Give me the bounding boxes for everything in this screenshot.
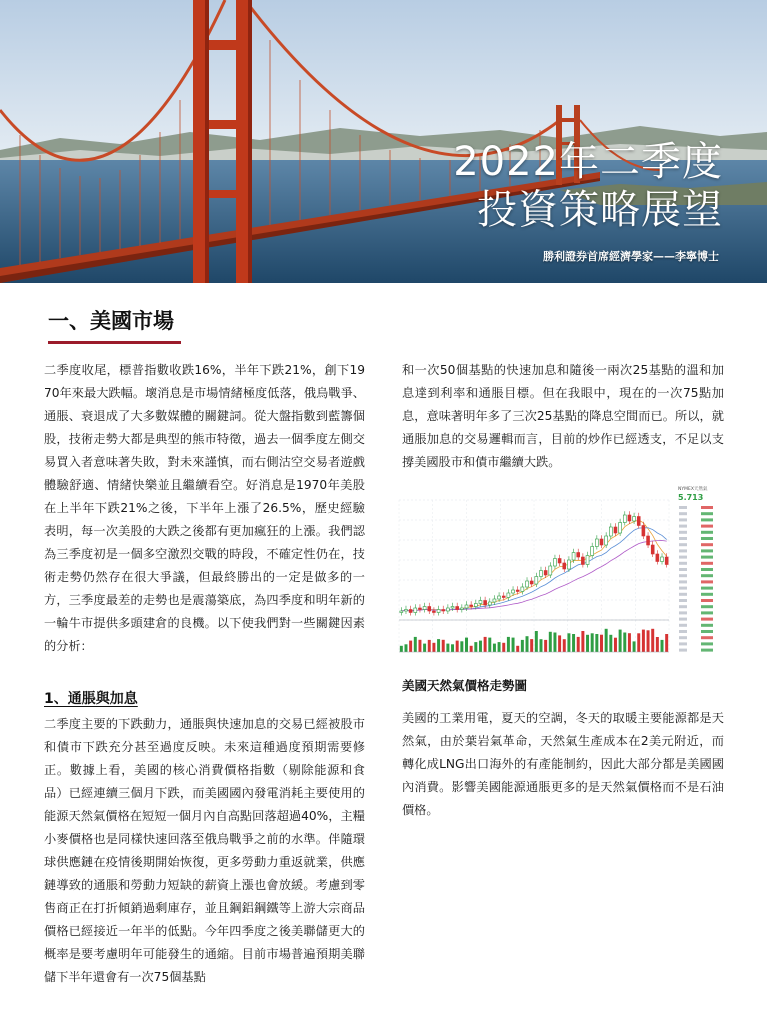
chart-quote-value xyxy=(701,593,713,596)
chart-quote-value xyxy=(701,543,713,546)
chart-volume-bar xyxy=(516,646,519,652)
chart-volume-bar xyxy=(628,633,631,652)
chart-candle xyxy=(614,527,617,533)
chart-volume-bar xyxy=(535,631,538,652)
chart-quote-value xyxy=(701,525,713,528)
chart-quote-label xyxy=(679,624,687,627)
chart-volume-bar xyxy=(484,637,487,652)
chart-quote-value xyxy=(701,562,713,565)
chart-volume-bar xyxy=(526,636,529,652)
chart-candle xyxy=(633,517,636,522)
chart-quote-label xyxy=(679,556,687,559)
chart-quote-value xyxy=(701,642,713,645)
chart-caption: 美國天然氣價格走勢圖 xyxy=(402,678,528,693)
chart-candle xyxy=(516,590,519,592)
chart-candle xyxy=(418,608,421,610)
chart-candle xyxy=(423,607,426,610)
chart-volume-bar xyxy=(567,633,570,652)
chart-quote-label xyxy=(679,574,687,577)
chart-volume-bar xyxy=(479,641,482,652)
chart-volume-bar xyxy=(470,646,473,652)
chart-ticker: NYMEX天然氣 xyxy=(678,487,708,492)
chart-candle xyxy=(507,593,510,598)
chart-candle xyxy=(549,566,552,575)
chart-volume-bar xyxy=(563,639,566,652)
chart-quote-label xyxy=(679,506,687,509)
chart-quote-label xyxy=(679,525,687,528)
chart-volume-bar xyxy=(647,630,650,652)
chart-candle xyxy=(479,601,482,604)
chart-candle xyxy=(432,611,435,613)
closing-paragraph: 美國的工業用電，夏天的空調，冬天的取暖主要能源都是天然氣，由於葉岩氣革命，天然氣生產成本在2美元附近，而轉化成LNG出口海外的有產能制約，因此大部分都是美國國內消費。影響美國能源通脹更多的是天然氣價格而不是石油價格。 xyxy=(402,711,724,817)
chart-quote-label xyxy=(679,642,687,645)
chart-candle xyxy=(530,581,533,584)
chart-candle xyxy=(651,545,654,554)
chart-quote-value xyxy=(701,611,713,614)
chart-candle xyxy=(428,607,431,612)
chart-candle xyxy=(451,607,454,609)
chart-candle xyxy=(498,596,501,599)
chart-volume-bar xyxy=(633,641,636,652)
continuation-paragraph: 和一次50個基點的快速加息和隨後一兩次25基點的溫和加息達到利率和通脹目標。但在我眼中，現在的一次75點加息，意味著明年多了三次25基點的降息空間而已。所以，就通脹加息的交易邏輯而言，目前的炒作已經透支，不足以支撐美國股市和債市繼續大跌。 xyxy=(402,363,724,469)
chart-volume-bar xyxy=(502,643,505,652)
chart-candle xyxy=(553,559,556,567)
chart-volume-bar xyxy=(558,635,561,652)
chart-quote-value xyxy=(701,580,713,583)
chart-quote-label xyxy=(679,593,687,596)
chart-volume-bar xyxy=(656,637,659,652)
chart-quote-label xyxy=(679,562,687,565)
chart-candle xyxy=(609,527,612,536)
natural-gas-chart xyxy=(393,486,726,662)
chart-quote-label xyxy=(679,618,687,621)
chart-quote-label xyxy=(679,605,687,608)
chart-volume-bar xyxy=(530,639,533,652)
chart-candle xyxy=(460,608,463,610)
chart-candle xyxy=(591,547,594,556)
chart-volume-bar xyxy=(512,638,515,652)
chart-quote-value xyxy=(701,636,713,639)
chart-volume-bar xyxy=(642,630,645,652)
chart-volume-bar xyxy=(456,641,459,652)
chart-volume-bar xyxy=(498,642,501,652)
chart-volume-bar xyxy=(614,638,617,652)
chart-volume-bar xyxy=(544,640,547,652)
chart-volume-bar xyxy=(493,644,496,652)
chart-quote-label xyxy=(679,580,687,583)
chart-candle xyxy=(456,607,459,610)
chart-quote-label xyxy=(679,649,687,652)
chart-volume-bar xyxy=(651,629,654,652)
chart-candle xyxy=(577,553,580,558)
chart-quote-value xyxy=(701,556,713,559)
chart-quote-value xyxy=(701,587,713,590)
chart-candle xyxy=(414,608,417,613)
author-byline: 勝利證券首席經濟學家——李寧博士 xyxy=(543,250,719,263)
chart-volume-bar xyxy=(474,642,477,652)
chart-volume-bar xyxy=(549,632,552,652)
chart-volume-bar xyxy=(488,638,491,652)
chart-candle xyxy=(661,557,664,562)
chart-volume-bar xyxy=(591,633,594,652)
chart-volume-bar xyxy=(414,637,417,652)
subsection-heading: 1、通脹與加息 xyxy=(44,691,138,707)
chart-quote-value xyxy=(701,605,713,608)
chart-quote-value xyxy=(701,537,713,540)
chart-quote-value xyxy=(701,518,713,521)
report-title-line1: 2022年二季度 xyxy=(453,139,723,185)
chart-quote-label xyxy=(679,611,687,614)
chart-volume-bar xyxy=(572,634,575,652)
chart-quote-value xyxy=(701,574,713,577)
report-title xyxy=(453,138,723,234)
chart-quote-value xyxy=(701,649,713,652)
chart-candle xyxy=(628,515,631,521)
hero-banner xyxy=(0,0,767,283)
chart-quote-label xyxy=(679,636,687,639)
chart-candle xyxy=(493,599,496,602)
chart-canvas xyxy=(393,486,726,662)
inflation-paragraph: 二季度主要的下跌動力，通脹與快速加息的交易已經被股市和債市下跌充分甚至過度反映。未來這種過度預期需要修正。數據上看，美國的核心消費價格指數（剔除能源和食品）已經連續三個月下跌，而美國國內發電消耗主要使用的能源天然氣價格在短短一個月內自高點回落超過40%，主糧小麥價格也是同樣快速回落至俄烏戰爭之前的水準。伴隨環球供應鏈在疫情後期開始恢復，更多勞動力重返就業，供應鏈導致的通脹和勞動力短缺的薪資上漲也會放緩。考慮到零售商正在打折傾銷過剩庫存，並且鋼鋁鋼鐵等上游大宗商品價格已經接近一年半的低點。今年四季度之後美聯儲更大的概率是要考慮明年可能發生的通縮。目前市場普遍預期美聯儲下半年還會有一次75個基點 xyxy=(44,717,365,984)
section-heading xyxy=(48,306,183,344)
chart-candle xyxy=(474,604,477,607)
chart-quote-label xyxy=(679,543,687,546)
chart-quote-label xyxy=(679,537,687,540)
chart-candle xyxy=(605,536,608,545)
chart-candle xyxy=(647,536,650,545)
chart-candle xyxy=(563,563,566,569)
chart-candle xyxy=(642,526,645,537)
report-title-line2: 投資策略展望 xyxy=(477,187,723,233)
chart-volume-bar xyxy=(460,641,463,652)
chart-candle xyxy=(526,581,529,587)
chart-quote-label xyxy=(679,568,687,571)
chart-volume-bar xyxy=(442,640,445,652)
chart-candle xyxy=(665,557,668,565)
chart-volume-bar xyxy=(605,629,608,652)
chart-candle xyxy=(512,590,515,593)
chart-volume-bar xyxy=(609,635,612,652)
chart-volume-bar xyxy=(581,631,584,652)
chart-quote-label xyxy=(679,630,687,633)
chart-volume-bar xyxy=(623,633,626,653)
chart-candle xyxy=(404,610,407,612)
chart-candle xyxy=(586,556,589,565)
chart-candle xyxy=(484,601,487,606)
chart-volume-bar xyxy=(400,646,403,652)
chart-candle xyxy=(535,577,538,585)
chart-candle xyxy=(442,610,445,612)
chart-volume-bar xyxy=(428,640,431,652)
chart-candle xyxy=(437,610,440,613)
chart-quote-label xyxy=(679,599,687,602)
chart-volume-bar xyxy=(586,635,589,652)
chart-quote-label xyxy=(679,512,687,515)
chart-volume-bar xyxy=(661,640,664,652)
chart-candle xyxy=(572,553,575,561)
chart-volume-bar xyxy=(600,635,603,652)
chart-volume-bar xyxy=(423,644,426,652)
chart-volume-bar xyxy=(507,637,510,652)
chart-candle xyxy=(470,605,473,607)
section-title: 一、美國市場 xyxy=(48,309,174,333)
chart-quote-value xyxy=(701,568,713,571)
section-underline xyxy=(48,341,181,344)
chart-volume-bar xyxy=(553,633,556,653)
chart-candle xyxy=(595,539,598,547)
chart-candle xyxy=(465,605,468,608)
chart-quote-value xyxy=(701,599,713,602)
chart-last-price: 5.713 xyxy=(678,493,704,502)
chart-candle xyxy=(409,610,412,613)
chart-quote-label xyxy=(679,531,687,534)
chart-quote-label xyxy=(679,587,687,590)
chart-volume-bar xyxy=(577,637,580,652)
chart-volume-bar xyxy=(432,643,435,652)
chart-volume-bar xyxy=(595,634,598,652)
chart-candle xyxy=(619,523,622,534)
chart-quote-value xyxy=(701,506,713,509)
chart-volume-bar xyxy=(665,634,668,652)
chart-candle xyxy=(521,587,524,592)
chart-candle xyxy=(567,560,570,569)
chart-candle xyxy=(637,517,640,526)
chart-quote-value xyxy=(701,624,713,627)
chart-quote-label xyxy=(679,549,687,552)
chart-volume-bar xyxy=(418,640,421,652)
chart-volume-bar xyxy=(451,644,454,652)
chart-volume-bar xyxy=(409,641,412,652)
intro-paragraph: 二季度收尾，標普指數收跌16%，半年下跌21%，創下1970年來最大跌幅。壞消息是市場情緒極度低落，俄烏戰爭、通脹、衰退成了大多數媒體的關鍵詞。從大盤指數到藍籌個股，技術走勢大都是典型的熊市特徵，過去一個季度左側交易買入者意味著失敗，對未來謹慎，而右側沽空交易者遊戲體驗舒適、情緒快樂並且繼續看空。好消息是1970年美股在上半年下跌21%之後，下半年上漲了26.5%，歷史經驗表明，每一次美股的大跌之後都有更加瘋狂的上漲。我們認為三季度初是一個多空激烈交戰的時段，不確定性仍在，技術走勢仍然存在很大爭議，但最終勝出的一定是做多的一方，三季度最差的走勢也是震蕩築底，為四季度和明年新的一輪牛市提供多頭建倉的良機。以下使我們對一些關鍵因素的分析： xyxy=(44,363,365,653)
chart-candle xyxy=(581,557,584,565)
chart-volume-bar xyxy=(404,644,407,652)
chart-candle xyxy=(656,554,659,562)
chart-candle xyxy=(600,539,603,545)
chart-candle xyxy=(502,596,505,598)
chart-volume-bar xyxy=(619,630,622,652)
chart-quote-value xyxy=(701,549,713,552)
chart-volume-bar xyxy=(521,640,524,652)
chart-candle xyxy=(446,608,449,611)
chart-volume-bar xyxy=(446,644,449,652)
chart-volume-bar xyxy=(465,638,468,652)
chart-quote-value xyxy=(701,630,713,633)
chart-candle xyxy=(539,571,542,577)
chart-candle xyxy=(623,515,626,523)
chart-quote-label xyxy=(679,518,687,521)
chart-candle xyxy=(488,602,491,605)
chart-quote-value xyxy=(701,618,713,621)
chart-volume-bar xyxy=(637,633,640,652)
chart-quote-value xyxy=(701,512,713,515)
chart-candle xyxy=(544,571,547,576)
chart-quote-value xyxy=(701,531,713,534)
chart-volume-bar xyxy=(437,639,440,652)
chart-volume-bar xyxy=(539,639,542,652)
chart-candle xyxy=(400,611,403,613)
chart-candle xyxy=(558,559,561,564)
